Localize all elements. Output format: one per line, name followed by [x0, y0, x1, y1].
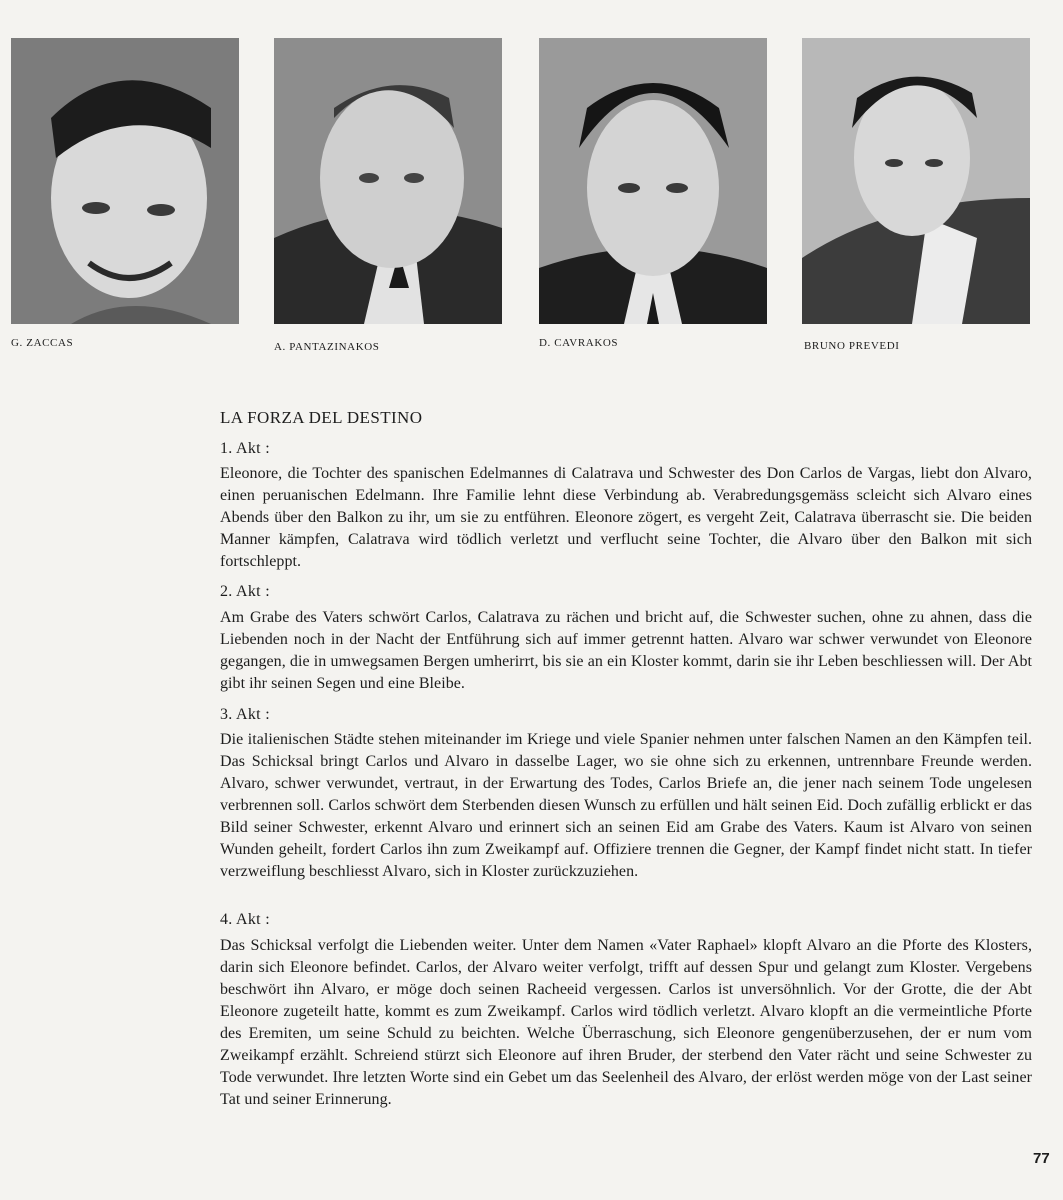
- portrait-photo-pantazinakos: [274, 38, 502, 324]
- portrait-photo-prevedi: [802, 38, 1030, 324]
- act-1-heading: 1. Akt :: [220, 440, 270, 457]
- caption-pantazinakos: A. PANTAZINAKOS: [274, 341, 380, 353]
- act-3-heading: 3. Akt :: [220, 706, 270, 723]
- act-4-heading: 4. Akt :: [220, 911, 270, 928]
- act-2-heading: 2. Akt :: [220, 583, 270, 600]
- act-4-text: Das Schicksal verfolgt die Liebenden weiter. Unter dem Namen «Vater Raphael» klopft Alvaro an die Pforte des Klosters, darin sich Eleonore befindet. Carlos, der Alvaro weiter verfolgt, trifft auf dessen Spur und gelangt zum Kloster. Vergebens beschwört ihn Alvaro, er möge doch seinen Racheeid vergessen. Carlos ist unversöhnlich. Vor der Grotte, die der Abt Eleonore zugeteilt hatte, kommt es zum Zweikampf. Carlos wird tödlich verletzt. Alvaro klopft an die vermeintliche Pforte des Eremiten, um seine Schuld zu beichten. Welche Überraschung, sich Eleonore gengenüberzusehen, der er num vom Zweikampf erzählt. Schreiend stürzt sich Eleonore auf ihren Bruder, der sterbend den Vater rächt und seine Schwester zu Tode verwundet. Ihre letzten Worte sind ein Gebet um das Seelenheil des Alvaro, der erlöst werden möge von der Last seiner Tat und seiner Erinnerung.: [220, 937, 1032, 1108]
- portrait-photo-cavrakos: [539, 38, 767, 324]
- act-1-text: Eleonore, die Tochter des spanischen Edelmannes di Calatrava und Schwester des Don Carlos de Vargas, liebt don Alvaro, einen peruanischen Edelmann. Ihre Familie lehnt diese Verbindung ab. Verabredungsgemäss scleicht sich Alvaro eines Abends über den Balkon zu ihr, um sie zu entführen. Eleonore zögert, es vergeht Zeit, Calatrava überrascht sie. Die beiden Manner kämpfen, Calatrava wird tödlich verletzt und verflucht seine Tochter, die Alvaro über den Balkon mit sich fortschleppt.: [220, 465, 1032, 570]
- caption-cavrakos: D. CAVRAKOS: [539, 337, 619, 349]
- caption-prevedi: BRUNO PREVEDI: [804, 340, 900, 352]
- synopsis-title: LA FORZA DEL DESTINO: [220, 408, 423, 427]
- act-3-text: Die italienischen Städte stehen miteinander im Kriege und viele Spanier nehmen unter falschen Namen an den Kämpfen teil. Das Schicksal bringt Carlos und Alvaro in dasselbe Lager, wo sie ohne sich zu erkennen, untrennbare Freunde werden. Alvaro, schwer verwundet, vertraut, in der Erwartung des Todes, Carlos Briefe an, die jener nach seinem Tode ungelesen verbrennen soll. Carlos schwört dem Sterbenden diesen Wunsch zu erfüllen und hält seinen Eid. Doch zufällig erblickt er das Bild seiner Schwester, erkennt Alvaro und erinnert sich an seinen Eid am Grabe des Vaters. Kaum ist Alvaro von seinen Wunden geheilt, fordert Carlos ihn zum Zweikampf auf. Offiziere trennen die Gegner, der Kampf findet nicht statt. In tiefer verzweiflung beschliesst Alvaro, sich in Kloster zurückzuziehen.: [220, 731, 1032, 880]
- portrait-photo-zaccas: [11, 38, 239, 324]
- page-number: 77: [1033, 1150, 1050, 1167]
- caption-zaccas: G. ZACCAS: [11, 337, 74, 349]
- act-2-text: Am Grabe des Vaters schwört Carlos, Calatrava zu rächen und bricht auf, die Schwester suchen, ohne zu ahnen, dass die Liebenden noch in der Nacht der Entführung sich auf immer getrennt hatten. Alvaro war schwer verwundet von Eleonore gegangen, die in umwegsamen Bergen umherirrt, bis sie an ein Kloster kommt, darin sie ihr Leben beschliessen will. Der Abt gibt ihr seinen Segen und eine Bleibe.: [220, 609, 1032, 692]
